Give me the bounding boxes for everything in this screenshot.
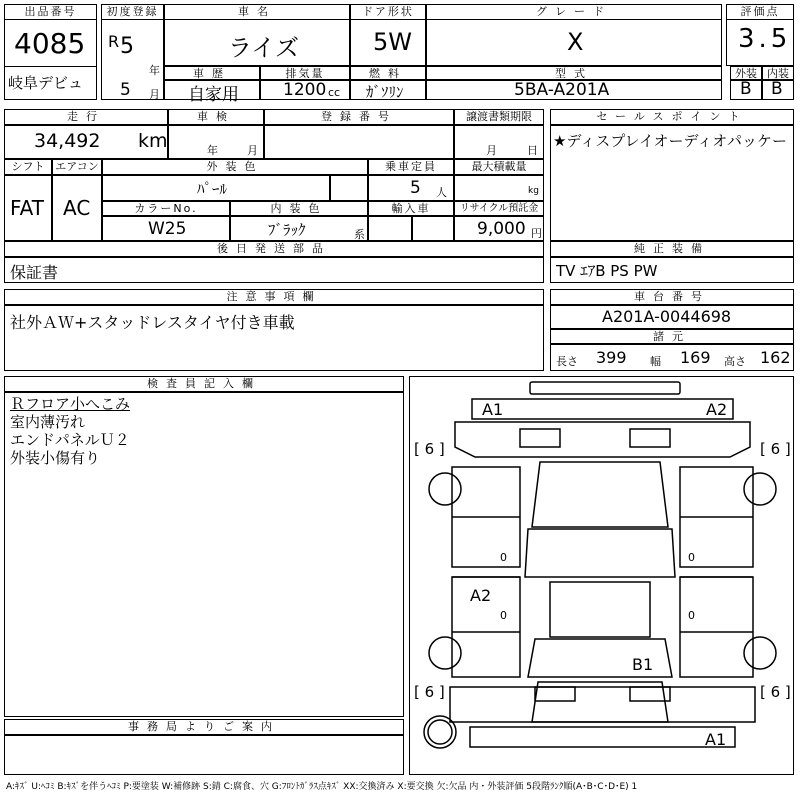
- score: 3.5: [738, 24, 792, 54]
- specs-box: [550, 344, 794, 371]
- inspection-label: 車検: [168, 109, 264, 125]
- reg-month: 5: [120, 80, 131, 100]
- inspection-month-unit: 月: [247, 144, 258, 157]
- score-label: 評価点: [726, 4, 794, 20]
- history: 自家用: [188, 85, 239, 105]
- first-reg-label: 初度登録: [101, 4, 164, 20]
- damage-front-right: A2: [706, 400, 728, 419]
- panel-zero: 0: [500, 551, 507, 564]
- reg-no-box: [264, 125, 454, 159]
- shift: FAT: [10, 196, 45, 220]
- max-load-unit: kg: [528, 186, 539, 196]
- damage-diagram: [409, 376, 794, 775]
- later-parts-label: 後日発送部品: [4, 241, 544, 257]
- import-box: [368, 216, 412, 241]
- car-outline: [410, 377, 795, 776]
- legend: A:ｷｽﾞ U:ﾍｺﾐ B:ｷｽﾞを伴うﾍｺﾐ P:要塗装 W:補修跡 S:錆 C:腐食、穴 G:ﾌﾛﾝﾄｶﾞﾗｽ点ｷｽﾞ XX:交換済み X:要交換 欠:欠品 内・外装評価 5段階ﾗﾝｸ順(A･B･C･D･E) 1: [6, 782, 638, 792]
- ext-color-box-2: [330, 175, 368, 201]
- color-no-label: カラーNo.: [102, 201, 230, 216]
- later-parts-box: [4, 257, 544, 283]
- damage-left-side: A2: [470, 586, 492, 605]
- damage-front-left: A1: [482, 400, 504, 419]
- exterior-grade: B: [740, 79, 752, 99]
- ac-label: エアコン: [52, 159, 102, 175]
- length-label: 長さ: [556, 355, 578, 368]
- interior-label: 内装: [762, 66, 794, 80]
- ext-color-label: 外装色: [102, 159, 368, 175]
- lot-number-label: 出品番号: [4, 4, 97, 20]
- mileage: 34,492: [34, 130, 101, 152]
- length: 399: [596, 348, 627, 367]
- history-label: 車歴: [164, 66, 260, 80]
- reg-era: R: [108, 32, 120, 51]
- exterior-label: 外装: [730, 66, 762, 80]
- tire-mark-rr: [ 6 ]: [760, 683, 791, 701]
- note-line: 室内薄汚れ: [10, 413, 86, 431]
- inspection-year-unit: 年: [207, 144, 218, 157]
- mileage-label: 走行: [4, 109, 168, 125]
- tire-mark-fr: [ 6 ]: [760, 440, 791, 458]
- sales-point-label: セールスポイント: [550, 109, 794, 125]
- reg-month-unit: 月: [149, 88, 160, 101]
- model-label: 型式: [426, 66, 722, 80]
- transfer-day-unit: 日: [527, 144, 538, 157]
- notice-text: 社外ＡＷ+スタッドレスタイヤ付き車載: [10, 313, 295, 332]
- shift-label: シフト: [4, 159, 52, 175]
- damage-rear-bumper: A1: [705, 730, 727, 749]
- grade: X: [567, 28, 584, 56]
- grade-label: グレード: [426, 4, 722, 20]
- panel-zero: 0: [688, 551, 695, 564]
- note-line: エンドパネルＵ２: [10, 431, 130, 449]
- int-color-unit: 系: [354, 228, 365, 241]
- reg-no-label: 登録番号: [264, 109, 454, 125]
- car-name-label: 車名: [164, 4, 350, 20]
- venue: 岐阜デビュ: [8, 74, 84, 92]
- displacement: 1200: [283, 80, 327, 100]
- recycle-unit: 円: [531, 227, 542, 240]
- interior-grade: B: [771, 79, 783, 99]
- later-parts: 保証書: [10, 263, 59, 282]
- capacity-unit: 人: [436, 186, 447, 199]
- specs-label: 諸元: [550, 329, 794, 344]
- damage-rear-roof: B1: [632, 655, 654, 674]
- recycle-label: リサイクル預託金: [454, 201, 544, 216]
- mileage-unit: km: [138, 130, 168, 152]
- inspector-label: 検査員記入欄: [4, 376, 404, 392]
- transfer-month-unit: 月: [486, 144, 497, 157]
- tire-mark-fl: [ 6 ]: [414, 440, 445, 458]
- capacity-label: 乗車定員: [368, 159, 454, 175]
- panel-zero: 0: [500, 609, 507, 622]
- note-line: Ｒフロア小へこみ: [10, 395, 131, 413]
- office-box: [4, 735, 404, 775]
- fuel: ｶﾞｿﾘﾝ: [366, 83, 404, 101]
- door-type: 5W: [373, 28, 412, 56]
- recycle: 9,000: [477, 219, 526, 239]
- equipment-label: 純正装備: [550, 241, 794, 257]
- door-label: ドア形状: [350, 4, 426, 20]
- color-no: W25: [148, 219, 187, 239]
- inspector-notes: [10, 395, 130, 467]
- ext-color: ﾊﾟｰﾙ: [197, 180, 228, 198]
- sales-point: ★ディスプレイオーディオパッケー: [553, 132, 787, 150]
- transfer-label: 譲渡書類期限: [454, 109, 544, 125]
- height: 162: [760, 348, 791, 367]
- lot-number: 4085: [14, 27, 86, 60]
- displacement-label: 排気量: [260, 66, 350, 80]
- width: 169: [680, 348, 711, 367]
- ac: AC: [63, 196, 91, 220]
- note-line: 外装小傷有り: [10, 449, 101, 467]
- reg-year-unit: 年: [149, 64, 160, 77]
- capacity: 5: [410, 178, 421, 198]
- height-label: 高さ: [724, 355, 746, 368]
- notice-label: 注意事項欄: [4, 289, 544, 305]
- panel-zero: 0: [688, 609, 695, 622]
- office-label: 事務局よりご案内: [4, 719, 404, 735]
- car-name: ライズ: [228, 34, 300, 62]
- equipment: TV ｴｱB PS PW: [556, 262, 658, 280]
- model: 5BA-A201A: [514, 80, 610, 100]
- int-color-label: 内装色: [230, 201, 368, 216]
- displacement-unit: cc: [328, 86, 341, 99]
- chassis-label: 車台番号: [550, 289, 794, 305]
- tire-mark-rl: [ 6 ]: [414, 683, 445, 701]
- fuel-label: 燃料: [350, 66, 426, 80]
- import-label: 輸入車: [368, 201, 454, 216]
- reg-year: 5: [120, 34, 134, 59]
- width-label: 幅: [650, 355, 661, 368]
- max-load-label: 最大積載量: [454, 159, 544, 175]
- int-color: ﾌﾞﾗｯｸ: [268, 221, 306, 239]
- import-box-2: [412, 216, 454, 241]
- chassis-number: A201A-0044698: [602, 307, 732, 326]
